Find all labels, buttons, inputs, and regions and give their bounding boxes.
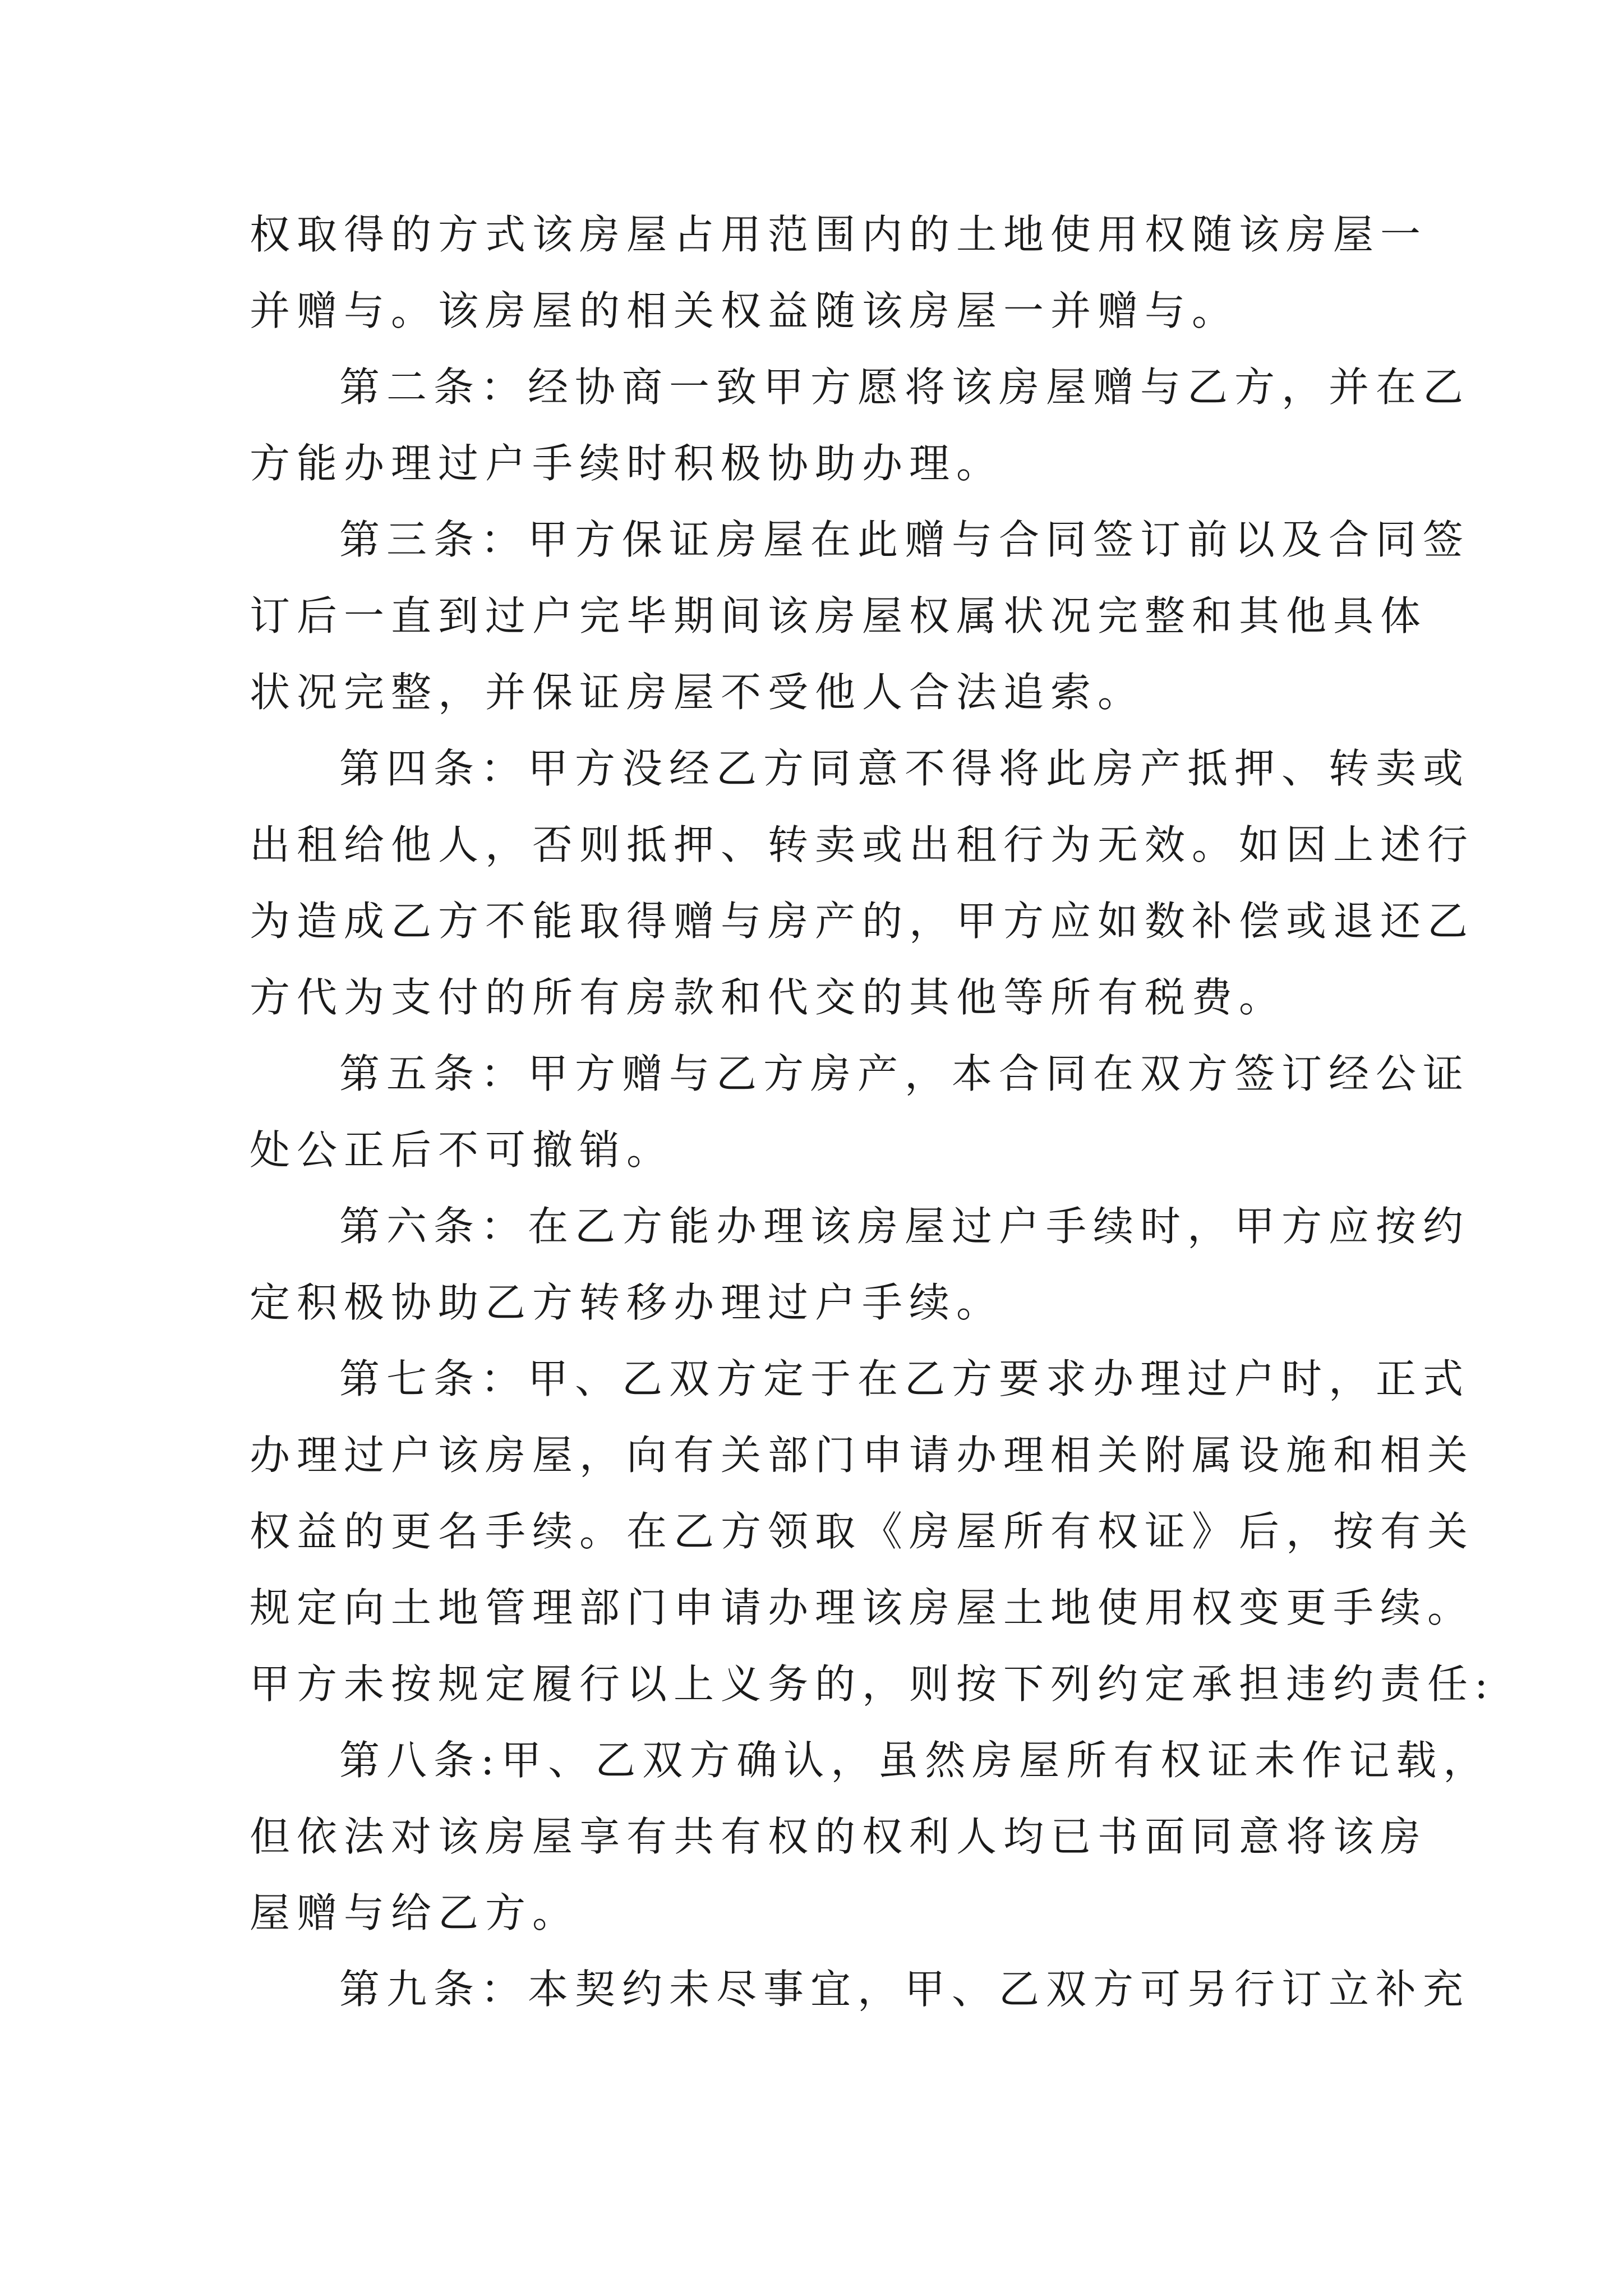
text-line: 方能办理过户手续时积极协助办理。 bbox=[250, 440, 1004, 487]
article-8-line: 第八条:甲、乙双方确认，虽然房屋所有权证未作记载， bbox=[339, 1737, 1491, 1784]
text-line: 甲方未按规定履行以上义务的，则按下列约定承担违约责任: bbox=[250, 1660, 1495, 1708]
text-line: 屋赠与给乙方。 bbox=[250, 1889, 580, 1936]
article-3-line: 第三条：甲方保证房屋在此赠与合同签订前以及合同签 bbox=[339, 516, 1470, 563]
article-6-line: 第六条：在乙方能办理该房屋过户手续时，甲方应按约 bbox=[339, 1203, 1470, 1250]
article-2-line: 第二条：经协商一致甲方愿将该房屋赠与乙方，并在乙 bbox=[339, 364, 1470, 411]
text-line: 定积极协助乙方转移办理过户手续。 bbox=[250, 1279, 1004, 1326]
text-line: 处公正后不可撤销。 bbox=[250, 1126, 674, 1174]
text-line: 权取得的方式该房屋占用范围内的土地使用权随该房屋一 bbox=[250, 211, 1428, 258]
text-line: 办理过户该房屋，向有关部门申请办理相关附属设施和相关 bbox=[250, 1432, 1475, 1479]
article-7-line: 第七条：甲、乙双方定于在乙方要求办理过户时，正式 bbox=[339, 1355, 1470, 1402]
document-body bbox=[250, 196, 1495, 2027]
article-5-line: 第五条：甲方赠与乙方房产，本合同在双方签订经公证 bbox=[339, 1050, 1470, 1097]
text-line: 并赠与。该房屋的相关权益随该房屋一并赠与。 bbox=[250, 287, 1239, 334]
text-line: 权益的更名手续。在乙方领取《房屋所有权证》后，按有关 bbox=[250, 1508, 1475, 1555]
text-line: 出租给他人，否则抵押、转卖或出租行为无效。如因上述行 bbox=[250, 821, 1475, 868]
text-line: 为造成乙方不能取得赠与房产的，甲方应如数补偿或退还乙 bbox=[250, 898, 1475, 945]
text-line: 方代为支付的所有房款和代交的其他等所有税费。 bbox=[250, 974, 1287, 1021]
text-line: 但依法对该房屋享有共有权的权利人均已书面同意将该房 bbox=[250, 1813, 1428, 1860]
text-line: 订后一直到过户完毕期间该房屋权属状况完整和其他具体 bbox=[250, 592, 1428, 639]
text-line: 规定向土地管理部门申请办理该房屋土地使用权变更手续。 bbox=[250, 1584, 1475, 1631]
article-9-line: 第九条：本契约未尽事宜，甲、乙双方可另行订立补充 bbox=[339, 1966, 1470, 2013]
text-line: 状况完整，并保证房屋不受他人合法追索。 bbox=[250, 669, 1145, 716]
article-4-line: 第四条：甲方没经乙方同意不得将此房产抵押、转卖或 bbox=[339, 745, 1470, 792]
